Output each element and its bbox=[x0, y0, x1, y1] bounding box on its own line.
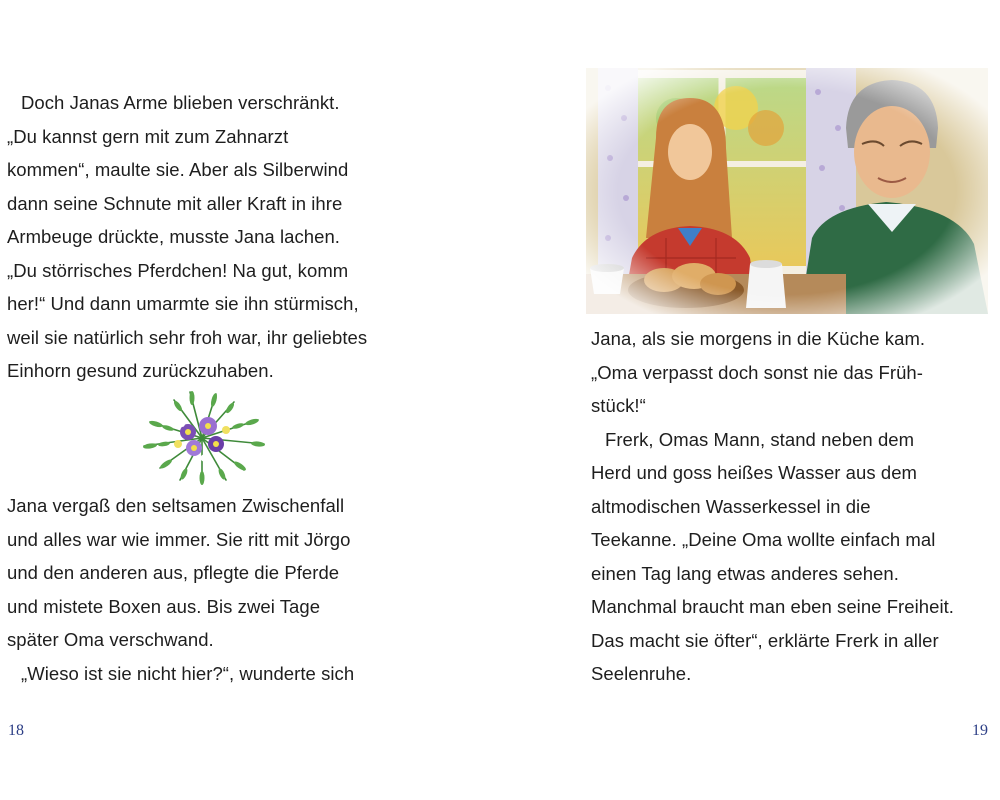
text-line: Frerk, Omas Mann, stand neben dem bbox=[605, 428, 915, 450]
text-line: stück!“ bbox=[591, 395, 646, 416]
text-line: kommen“, maulte sie. Aber als Silberwind bbox=[7, 159, 349, 180]
text-line: Jana vergaß den seltsamen Zwischenfall bbox=[7, 495, 345, 516]
text-line: „Wieso ist sie nicht hier?“, wunderte sich bbox=[21, 662, 355, 684]
page-number-left: 18 bbox=[8, 722, 24, 739]
text-line: Armbeuge drückte, musste Jana lachen. bbox=[7, 226, 340, 247]
text-line: weil sie natürlich sehr froh war, ihr geliebtes bbox=[7, 326, 368, 348]
text-line: her!“ Und dann umarmte sie ihn stürmisch, bbox=[7, 293, 359, 314]
right-paragraph bbox=[591, 322, 954, 691]
text-line: altmodischen Wasserkessel in die bbox=[591, 495, 871, 517]
text-line: Manchmal braucht man eben seine Freiheit. bbox=[591, 596, 954, 617]
page-number-right: 19 bbox=[972, 722, 988, 739]
text-line: und alles war wie immer. Sie ritt mit Jörgo bbox=[7, 528, 351, 550]
text-line: und den anderen aus, pflegte die Pferde bbox=[7, 562, 340, 583]
text-line: Jana, als sie morgens in die Küche kam. bbox=[591, 328, 926, 349]
flower-bouquet-icon bbox=[130, 386, 275, 488]
left-paragraph-2 bbox=[7, 489, 354, 690]
text-line: „Oma verpasst doch sonst nie das Früh- bbox=[591, 361, 923, 383]
text-line: später Oma verschwand. bbox=[7, 629, 214, 650]
text-line: Seelenruhe. bbox=[591, 663, 692, 684]
text-line: und mistete Boxen aus. Bis zwei Tage bbox=[7, 595, 321, 617]
text-line: Das macht sie öfter“, erklärte Frerk in aller bbox=[591, 629, 939, 651]
left-paragraph-1 bbox=[7, 86, 367, 388]
text-line: Einhorn gesund zurückzuhaben. bbox=[7, 360, 274, 381]
text-line: Teekanne. „Deine Oma wollte einfach mal bbox=[591, 529, 936, 550]
text-line: „Du störrisches Pferdchen! Na gut, komm bbox=[7, 259, 349, 281]
right-page bbox=[500, 0, 1000, 800]
text-line: Herd und goss heißes Wasser aus dem bbox=[591, 462, 917, 483]
kitchen-scene-illustration bbox=[586, 68, 988, 314]
text-line: einen Tag lang etwas anderes sehen. bbox=[591, 562, 899, 584]
text-line: dann seine Schnute mit aller Kraft in ihre bbox=[7, 192, 343, 214]
text-line: Doch Janas Arme blieben verschränkt. bbox=[21, 92, 340, 113]
text-line: „Du kannst gern mit zum Zahnarzt bbox=[7, 125, 289, 147]
